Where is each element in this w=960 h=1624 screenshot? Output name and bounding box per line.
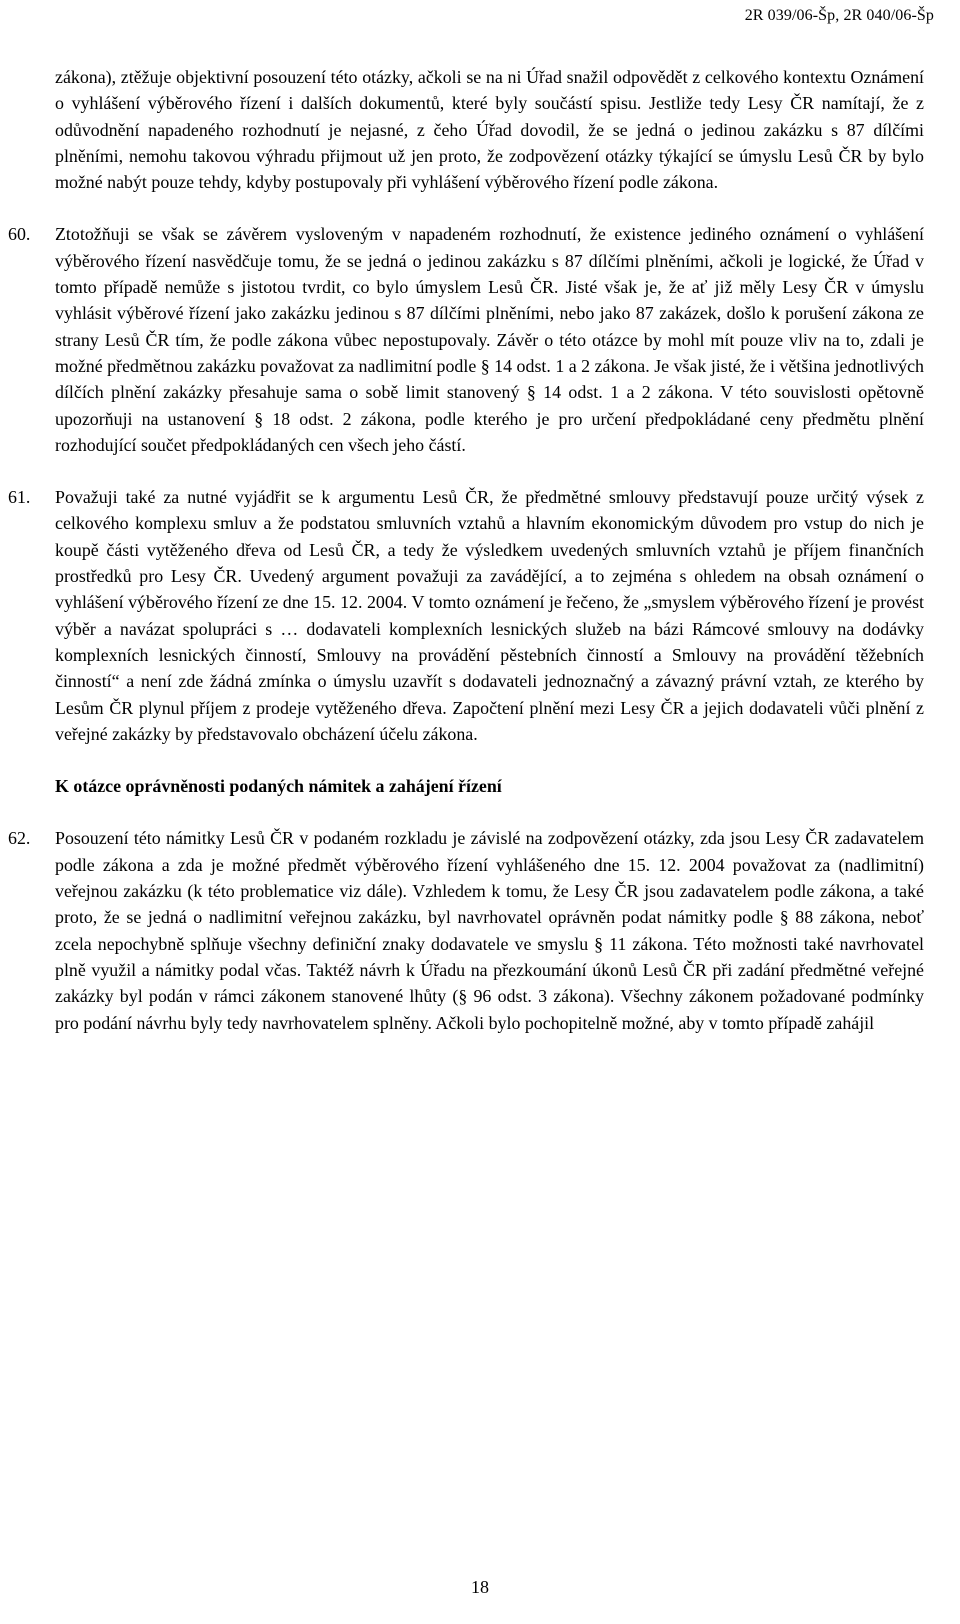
paragraph-text: Ztotožňuji se však se závěrem vysloveným v napadeném rozhodnutí, že existence jediného oznámení o vyhlášení výběrového řízení nasvědčuje tomu, že se jedná o jedinou zakázku s 87 dílčími plněními, ačkoli je logické, že Úřad v tomto případě nemůže s jistotou tvrdit, co bylo úmyslem Lesů ČR. Jisté však je, že ať již měly Lesy ČR v úmyslu vyhlásit výběrové řízení jako zakázku jedinou s 87 dílčími plněními, nebo jako 87 zakázek, došlo k porušení zákona ze strany Lesů ČR tím, že podle zákona vůbec nepostupovaly. Závěr o této otázce by mohl mít pouze vliv na to, zdali je možné předmětnou zakázku považovat za nadlimitní podle § 14 odst. 1 a 2 zákona. Je však jisté, že i většina jednotlivých dílčích plnění zakázky přesahuje sama o sobě limit stanovený § 14 odst. 1 a 2 zákona. V této souvislosti opětovně upozorňuji na ustanovení § 18 odst. 2 zákona, podle kterého je pro určení předpokládané ceny předmětu plnění rozhodující součet předpokládaných cen všech jeho částí. <box>55 224 924 455</box>
paragraph-text: Považuji také za nutné vyjádřit se k argumentu Lesů ČR, že předmětné smlouvy představují pouze určitý výsek z celkového komplexu smluv a že podstatou smluvních vztahů a hlavním ekonomickým důvodem pro vstup do nich je koupě části vytěženého dřeva od Lesů ČR, a tedy že výsledkem uvedených smluvních vztahů je příjem finančních prostředků pro Lesy ČR. Uvedený argument považuji za zavádějící, a to zejména s ohledem na obsah oznámení o vyhlášení výběrového řízení ze dne 15. 12. 2004. V tomto oznámení je řečeno, že „smyslem výběrového řízení je provést výběr a navázat spolupráci s … dodavateli komplexních lesnických služeb na bázi Rámcové smlouvy na dodávky komplexních lesnických činností, Smlouvy na provádění pěstebních činností a Smlouvy na provádění těžebních činností“ a není zde žádná zmínka o úmyslu uzavřít s dodavateli jednoznačný a závazný právní vztah, ze kterého by Lesům ČR plynul příjem z prodeje vytěženého dřeva. Započtení plnění mezi Lesy ČR a jejich dodavateli vůči plnění z veřejné zakázky by představovalo obcházení účelu zákona. <box>55 487 924 744</box>
paragraph-text: Posouzení této námitky Lesů ČR v podaném rozkladu je závislé na zodpovězení otázky, zda jsou Lesy ČR zadavatelem podle zákona a zda je možné předmět výběrového řízení vyhlášeného dne 15. 12. 2004 považovat za (nadlimitní) veřejnou zakázku (k této problematice viz dále). Vzhledem k tomu, že Lesy ČR jsou zadavatelem podle zákona, a také proto, že se jedná o nadlimitní veřejnou zakázku, byl navrhovatel oprávněn podat námitky podle § 88 zákona, neboť zcela nepochybně splňuje všechny definiční znaky dodavatele ve smyslu § 11 zákona. Této možnosti také navrhovatel plně využil a námitky podal včas. Taktéž návrh k Úřadu na přezkoumání úkonů Lesů ČR při zadání předmětné veřejné zakázky byl podán v rámci zákonem stanovené lhůty (§ 96 odst. 3 zákona). Všechny zákonem požadované podmínky pro podání návrhu byly tedy navrhovatelem splněny. Ačkoli bylo pochopitelně možné, aby v tomto případě zahájil <box>55 828 924 1033</box>
section-heading: K otázce oprávněnosti podaných námitek a zahájení řízení <box>55 776 502 797</box>
document-body <box>8 64 924 1036</box>
page-number: 18 <box>471 1577 489 1597</box>
paragraph-number: 61. <box>8 487 31 508</box>
paragraph-number: 62. <box>8 828 31 849</box>
paragraph-number: 60. <box>8 224 31 245</box>
document-reference: 2R 039/06-Šp, 2R 040/06-Šp <box>744 7 934 24</box>
paragraph-60 <box>8 221 924 458</box>
continuation-paragraph: zákona), ztěžuje objektivní posouzení této otázky, ačkoli se na ni Úřad snažil odpovědět z celkového kontextu Oznámení o vyhlášení výběrového řízení i dalších dokumentů, které byly součástí spisu. Jestliže tedy Lesy ČR namítají, že z odůvodnění napadeného rozhodnutí je nejasné, z čeho Úřad dovodil, že se jedná o jedinou zakázku s 87 dílčími plněními, nemohu takovou výhradu přijmout už jen proto, že zodpovězení otázky týkající se úmyslu Lesů ČR by bylo možné nabýt pouze tehdy, kdyby postupovaly při vyhlášení výběrového řízení podle zákona. <box>55 67 924 193</box>
paragraph-61 <box>8 484 924 747</box>
paragraph-62 <box>8 825 924 1035</box>
